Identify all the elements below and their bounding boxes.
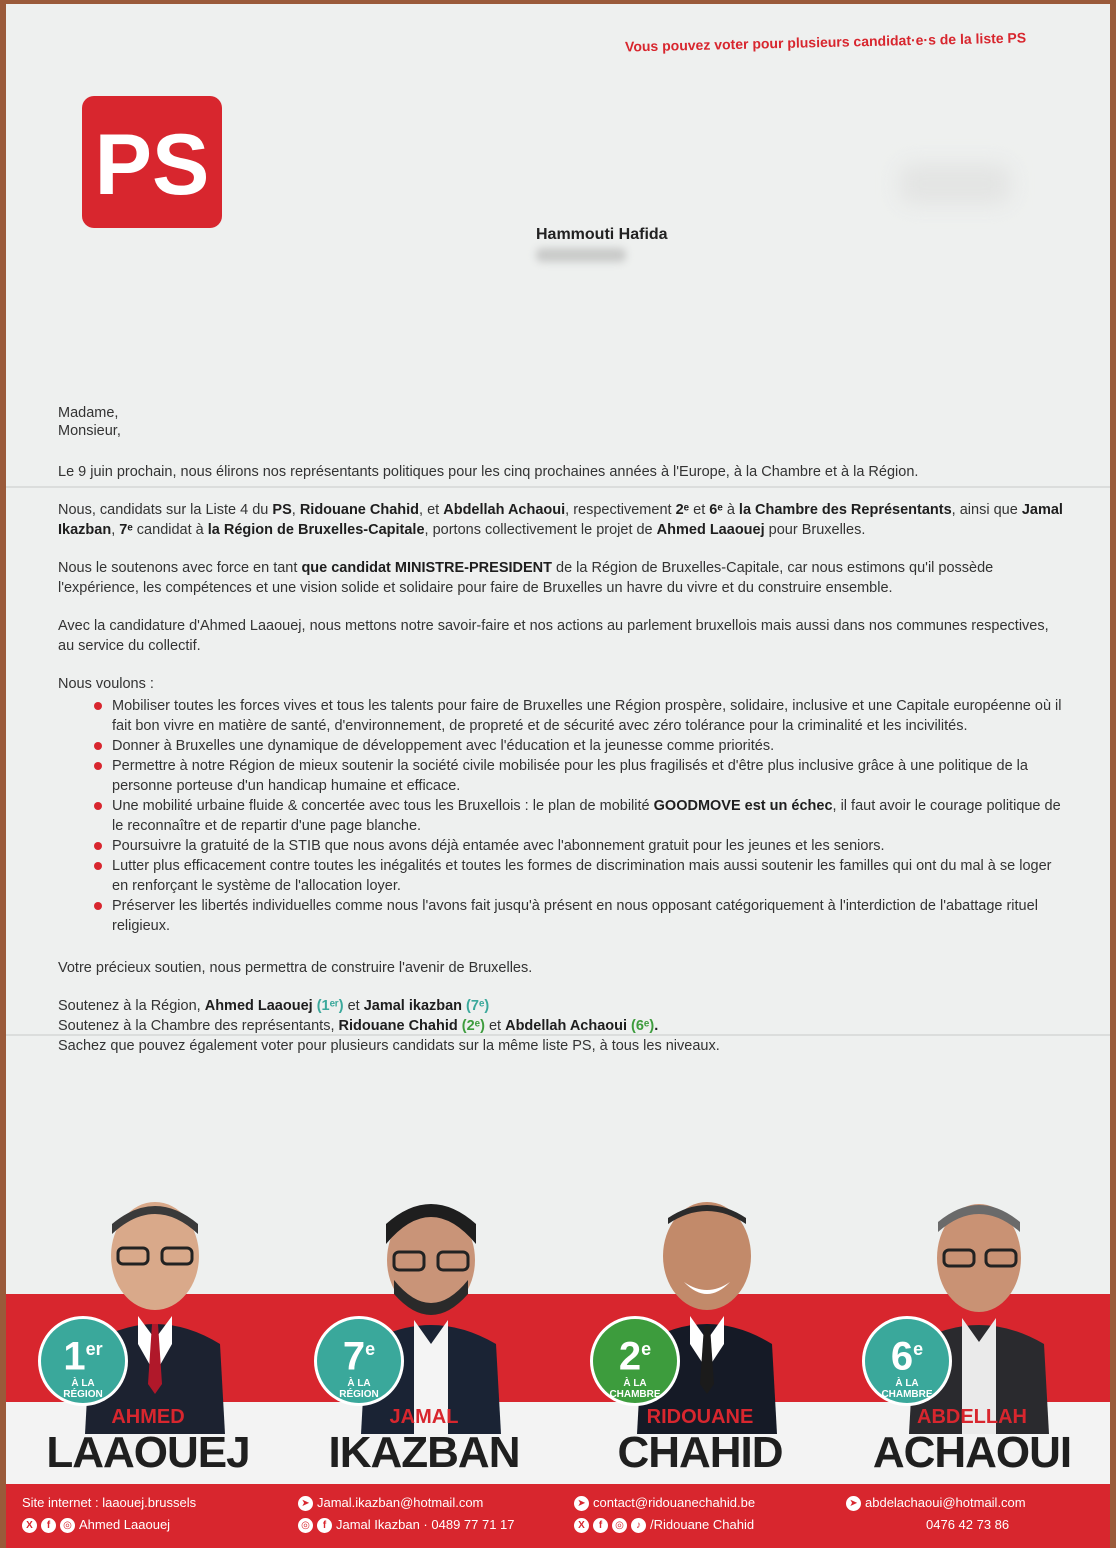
rank-suffix: e (913, 1339, 924, 1359)
candidate-card (10, 1294, 286, 1548)
text-run: , ainsi que (951, 502, 1022, 519)
salutation (58, 404, 1068, 440)
list-item-text: Donner à Bruxelles une dynamique de développement avec l'éducation et la jeunesse comme priorités. (112, 738, 775, 755)
text-run: Soutenez à la Chambre des représentants, (58, 1018, 339, 1035)
support-chambre (58, 1016, 1068, 1036)
text-run: pour Bruxelles. (764, 522, 866, 539)
support-block (58, 996, 1068, 1056)
header-tagline: Vous pouvez voter pour plusieurs candidat·e·s de la liste PS (624, 29, 1027, 55)
email-text[interactable]: contact@ridouanechahid.be (593, 1495, 756, 1510)
rank-suffix: e (365, 1339, 376, 1359)
bullet-icon (94, 902, 102, 910)
email-text[interactable]: Jamal.ikazban@hotmail.com (317, 1495, 484, 1510)
rank-suffix: er (85, 1339, 103, 1359)
contact-row (22, 1514, 280, 1536)
bold-run: Abdellah Achaoui (505, 1018, 628, 1035)
text-run: et (343, 998, 364, 1015)
salutation-line: Madame, (58, 405, 119, 421)
list-item-text: , il faut avoir le courage politique de le reconnaître et de repartir d'une page blanche. (112, 798, 1061, 835)
rank-run: (7ᵉ) (462, 998, 490, 1015)
bold-run: Jamal Ikazban (58, 502, 1063, 539)
instagram-icon[interactable]: ◎ (60, 1518, 75, 1533)
text-run: et (689, 502, 710, 519)
candidate-contact (574, 1492, 832, 1536)
contact-row (22, 1492, 280, 1514)
paragraph-support (58, 558, 1068, 598)
candidate-first-name: AHMED (111, 1406, 185, 1428)
text-run: , (291, 502, 300, 519)
rank-level: À LA (623, 1378, 647, 1390)
bullet-icon (94, 842, 102, 850)
x-icon[interactable]: X (22, 1518, 37, 1533)
rank-number (865, 1327, 949, 1378)
candidates-band (6, 1294, 1110, 1548)
rank-number (317, 1327, 401, 1378)
list-item (98, 896, 1068, 936)
contact-row (298, 1492, 556, 1514)
instagram-icon[interactable]: ◎ (298, 1518, 313, 1533)
list-item-text: Préserver les libertés individuelles comme nous l'avons fait jusqu'à présent en nous opposant catégoriquement à l'interdiction de l'abattage rituel religieux. (112, 898, 1038, 935)
candidate-contact (846, 1492, 1104, 1536)
phone-number[interactable]: 0476 42 73 86 (926, 1517, 1010, 1532)
text-run: de la Région de Bruxelles-Capitale, car nous estimons qu'il possède l'expérience, les compétences et une vision solide et solidaire pour faire de Bruxelles un havre du vivre et du construire ensemble. (58, 560, 994, 597)
telegram-icon[interactable]: ➤ (298, 1496, 313, 1511)
website-text: Site internet : laaouej.brussels (22, 1495, 197, 1510)
text-run: Nous le soutenons avec force en tant (58, 560, 302, 577)
telegram-icon[interactable]: ➤ (846, 1496, 861, 1511)
rank-value: 7 (342, 1334, 366, 1379)
text-run: , (111, 522, 120, 539)
bold-run: la Région de Bruxelles-Capitale (207, 522, 425, 539)
rank-run: (6ᵉ) (627, 1018, 655, 1035)
tiktok-icon[interactable]: ♪ (631, 1518, 646, 1533)
paragraph-intro: Le 9 juin prochain, nous élirons nos représentants politiques pour les cinq prochaines années à l'Europe, à la Chambre et à la Région. (58, 464, 919, 481)
contact-row (298, 1514, 556, 1536)
rank-badge (590, 1316, 680, 1406)
candidate-contact (298, 1492, 556, 1536)
paragraph-candidates (58, 500, 1068, 540)
rank-level: À LA (71, 1378, 95, 1390)
bullet-icon (94, 862, 102, 870)
candidate-card (286, 1294, 562, 1548)
rank-level: À LA (347, 1378, 371, 1390)
rank-run: (2ᵉ) (457, 1018, 485, 1035)
bold-run: PS (272, 502, 292, 519)
rank-badge (862, 1316, 952, 1406)
text-run: à (722, 502, 739, 519)
ps-logo-icon (82, 96, 222, 228)
candidate-last-name: ACHAOUI (872, 1428, 1072, 1477)
rank-badge (314, 1316, 404, 1406)
bullet-icon (94, 802, 102, 810)
list-item (98, 836, 1068, 856)
bullet-icon (94, 762, 102, 770)
text-run: , respectivement (565, 502, 676, 519)
rank-value: 1 (63, 1334, 86, 1379)
redacted-address (536, 248, 626, 262)
rank-value: 2 (618, 1334, 642, 1379)
text-run: Soutenez à la Région, (58, 998, 205, 1015)
text-run: , et (419, 502, 444, 519)
contact-row (574, 1514, 832, 1536)
candidate-contact (22, 1492, 280, 1536)
text-run: . (654, 1018, 659, 1035)
rank-level: RÉGION (63, 1389, 103, 1401)
letter-body (58, 404, 1068, 1056)
list-item-text: Une mobilité urbaine fluide & concertée avec tous les Bruxellois : le plan de mobilité (112, 798, 654, 815)
text-run: Nous, candidats sur la Liste 4 du (58, 502, 273, 519)
social-handle: /Ridouane Chahid (650, 1517, 755, 1532)
wants-list (58, 696, 1068, 936)
bold-run: Jamal ikazban (363, 998, 463, 1015)
contact-row (574, 1492, 832, 1514)
contact-row (846, 1514, 1104, 1536)
bold-run: GOODMOVE est un échec (653, 798, 833, 815)
list-item (98, 696, 1068, 736)
bold-run: que candidat MINISTRE-PRESIDENT (301, 560, 552, 577)
recipient-name: Hammouti Hafida (536, 226, 668, 243)
bold-run: Ahmed Laaouej (656, 522, 765, 539)
paragraph-action: Avec la candidature d'Ahmed Laaouej, nous mettons notre savoir-faire et nos actions au parlement bruxellois mais aussi dans nos communes respectives, au service du collectif. (58, 618, 1049, 655)
bullet-icon (94, 702, 102, 710)
text-run: candidat à (132, 522, 208, 539)
bold-run: 6ᵉ (709, 502, 723, 519)
x-icon[interactable]: X (574, 1518, 589, 1533)
rank-number (41, 1327, 125, 1378)
closing-line: Votre précieux soutien, nous permettra de construire l'avenir de Bruxelles. (58, 960, 533, 977)
list-item (98, 736, 1068, 756)
candidate-last-name: IKAZBAN (328, 1428, 520, 1477)
rank-level: CHAMBRE (609, 1389, 661, 1401)
text-run: , portons collectivement le projet de (424, 522, 657, 539)
instagram-icon[interactable]: ◎ (612, 1518, 627, 1533)
candidate-last-name: CHAHID (617, 1428, 783, 1477)
bold-run: la Chambre des Représentants (738, 502, 952, 519)
telegram-icon[interactable]: ➤ (574, 1496, 589, 1511)
candidate-card (834, 1294, 1110, 1548)
email-text[interactable]: abdelachaoui@hotmail.com (865, 1495, 1026, 1510)
bold-run: Ridouane Chahid (299, 502, 420, 519)
bullet-icon (94, 742, 102, 750)
flyer-page (6, 4, 1110, 1548)
text-run: et (484, 1018, 506, 1035)
bold-run: 7ᵉ (119, 522, 133, 539)
list-item-text: Lutter plus efficacement contre toutes les inégalités et toutes les formes de discrimination mais aussi soutenir les familles qui ont du mal à se loger en renforçant le système de l'allocation loyer. (112, 858, 1052, 895)
list-item-text: Mobiliser toutes les forces vives et tous les talents pour faire de Bruxelles une Région prospère, solidaire, inclusive et une Capitale européenne où il fait bon vivre en matière de santé, d'environnement, de propreté et de sécurité avec zéro tolérance pour la criminalité et les incivilités. (112, 698, 1062, 735)
social-handle: Ahmed Laaouej (79, 1517, 171, 1532)
ps-logo (82, 96, 222, 228)
redacted-area (900, 164, 1010, 204)
candidate-last-name: LAAOUEJ (46, 1428, 250, 1477)
facebook-icon[interactable]: f (317, 1518, 332, 1533)
rank-value: 6 (890, 1334, 914, 1379)
rank-badge (38, 1316, 128, 1406)
rank-run: (1ᵉʳ) (312, 998, 344, 1015)
support-region (58, 996, 1068, 1016)
rank-level: RÉGION (339, 1389, 379, 1401)
support-note: Sachez que pouvez également voter pour plusieurs candidats sur la même liste PS, à tous les niveaux. (58, 1038, 720, 1055)
contact-row (846, 1492, 1104, 1514)
rank-level: À LA (895, 1378, 919, 1390)
wants-title: Nous voulons : (58, 676, 154, 693)
facebook-icon[interactable]: f (593, 1518, 608, 1533)
candidate-card (562, 1294, 838, 1548)
candidate-first-name: JAMAL (389, 1406, 459, 1428)
candidate-first-name: ABDELLAH (917, 1406, 1027, 1428)
social-handle: Jamal Ikazban · 0489 77 71 17 (336, 1517, 515, 1532)
rank-suffix: e (641, 1339, 652, 1359)
list-item-text: Poursuivre la gratuité de la STIB que nous avons déjà entamée avec l'abonnement gratuit pour les jeunes et les seniors. (112, 838, 885, 855)
list-item (98, 756, 1068, 796)
rank-level: CHAMBRE (881, 1389, 933, 1401)
bold-run: Abdellah Achaoui (443, 502, 566, 519)
salutation-line: Monsieur, (58, 423, 121, 440)
list-item-text: Permettre à notre Région de mieux soutenir la société civile mobilisée pour les plus fragilisés et d'être plus inclusive grâce à une politique de la personne porteuse d'un handicap humaine et efficace. (112, 758, 1028, 795)
rank-number (593, 1327, 677, 1378)
facebook-icon[interactable]: f (41, 1518, 56, 1533)
bold-run: Ridouane Chahid (338, 1018, 458, 1035)
ps-logo-letters: PS (94, 117, 210, 213)
list-item (98, 856, 1068, 896)
candidate-first-name: RIDOUANE (646, 1406, 754, 1428)
bold-run: 2ᵉ (675, 502, 690, 519)
list-item (98, 796, 1068, 836)
bold-run: Ahmed Laaouej (204, 998, 313, 1015)
